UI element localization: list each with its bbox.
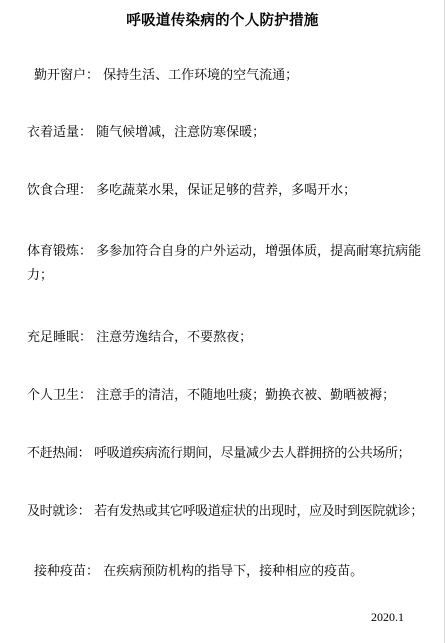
item-text: 保持生活、工作环境的空气流通； <box>103 68 299 83</box>
list-item-hygiene <box>27 384 422 408</box>
list-item-sleep <box>27 326 422 350</box>
list-item-avoid-crowds <box>27 442 422 466</box>
list-item-clothing <box>27 121 422 145</box>
item-text: 呼吸道疾病流行期间，尽量减少去人群拥挤的公共场所； <box>94 446 411 461</box>
list-item-exercise <box>27 240 422 288</box>
item-text: 多吃蔬菜水果，保证足够的营养，多喝开水； <box>96 183 357 198</box>
item-label: 衣着适量： <box>27 125 93 140</box>
item-label: 充足睡眠： <box>27 330 93 345</box>
document-date: 2020.1 <box>371 610 404 624</box>
item-label: 饮食合理： <box>27 183 93 198</box>
item-label: 体育锻炼： <box>27 244 93 259</box>
item-label: 个人卫生： <box>27 388 93 403</box>
item-text: 注意手的清洁，不随地吐痰；勤换衣被、勤晒被褥； <box>96 388 396 403</box>
item-label: 接种疫苗： <box>34 564 100 579</box>
list-item-ventilation <box>34 64 429 88</box>
list-item-diet <box>27 179 422 203</box>
item-text: 多参加符合自身的户外运动，增强体质，提高耐寒抗病能力； <box>27 244 422 283</box>
item-text: 注意劳逸结合，不要熬夜； <box>96 330 253 345</box>
item-label: 及时就诊： <box>27 504 91 519</box>
document-title: 呼吸道传染病的个人防护措施 <box>126 12 319 29</box>
item-text: 在疾病预防机构的指导下，接种相应的疫苗。 <box>103 564 364 579</box>
item-label: 不赶热闹： <box>27 446 91 461</box>
item-text: 随气候增减，注意防寒保暖； <box>96 125 266 140</box>
item-label: 勤开窗户： <box>34 68 100 83</box>
list-item-vaccination <box>34 560 429 584</box>
list-item-seek-treatment <box>27 500 422 524</box>
item-text: 若有发热或其它呼吸道症状的出现时，应及时到医院就诊； <box>94 504 423 519</box>
